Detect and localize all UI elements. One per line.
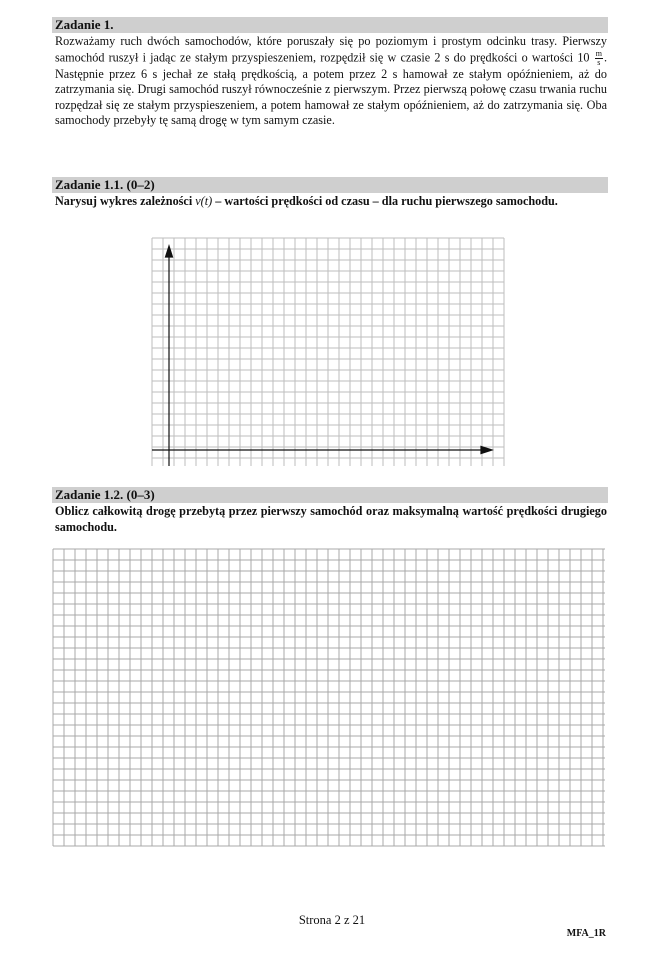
task1-1-prompt: Narysuj wykres zależności v(t) – wartości prędkości od czasu – dla ruchu pierwszego samochodu. bbox=[55, 194, 558, 208]
task1-intro-part2: . Następnie przez 6 s jechał ze stałą prędkością, a potem przez 2 s hamował ze stałym opóźnieniem, aż do zatrzymania się. Drugi samochód ruszył równocześnie z pierwszym. Przez pierwszą połowę czasu trwania ruchu rozpędzał się ze stałym przyspieszeniem, a potem hamował ze stałym opóźnieniem, aż do zatrzymania się. Oba samochody przebyły tę samą drogę w tym samym czasie. bbox=[55, 49, 607, 128]
task1-2-prompt: Oblicz całkowitą drogę przebytą przez pierwszy samochód oraz maksymalną wartość prędkości drugiego samochodu. bbox=[55, 504, 607, 534]
exam-code: MFA_1R bbox=[566, 928, 606, 939]
task1-heading: Zadanie 1. bbox=[52, 17, 608, 33]
y-axis-arrow bbox=[166, 246, 173, 257]
task1-intro bbox=[55, 34, 607, 129]
task1-1-heading: Zadanie 1.1. (0–2) bbox=[52, 177, 608, 193]
task1-intro-part1: Rozważamy ruch dwóch samochodów, które poruszały się po poziomym i prostym odcinku trasy. Pierwszy samochód ruszył i jadąc ze stałym przyspieszeniem, rozpędził się w czasie 2 s do prędkości o wartości 10 bbox=[55, 34, 607, 64]
unit-fraction: $\frac{m}{s}$ bbox=[595, 48, 602, 67]
page-number: Strona 2 z 21 bbox=[298, 913, 366, 927]
velocity-symbol: v(t) bbox=[195, 194, 213, 208]
task1-2-heading: Zadanie 1.2. (0–3) bbox=[52, 487, 608, 503]
x-axis-arrow bbox=[481, 447, 492, 454]
